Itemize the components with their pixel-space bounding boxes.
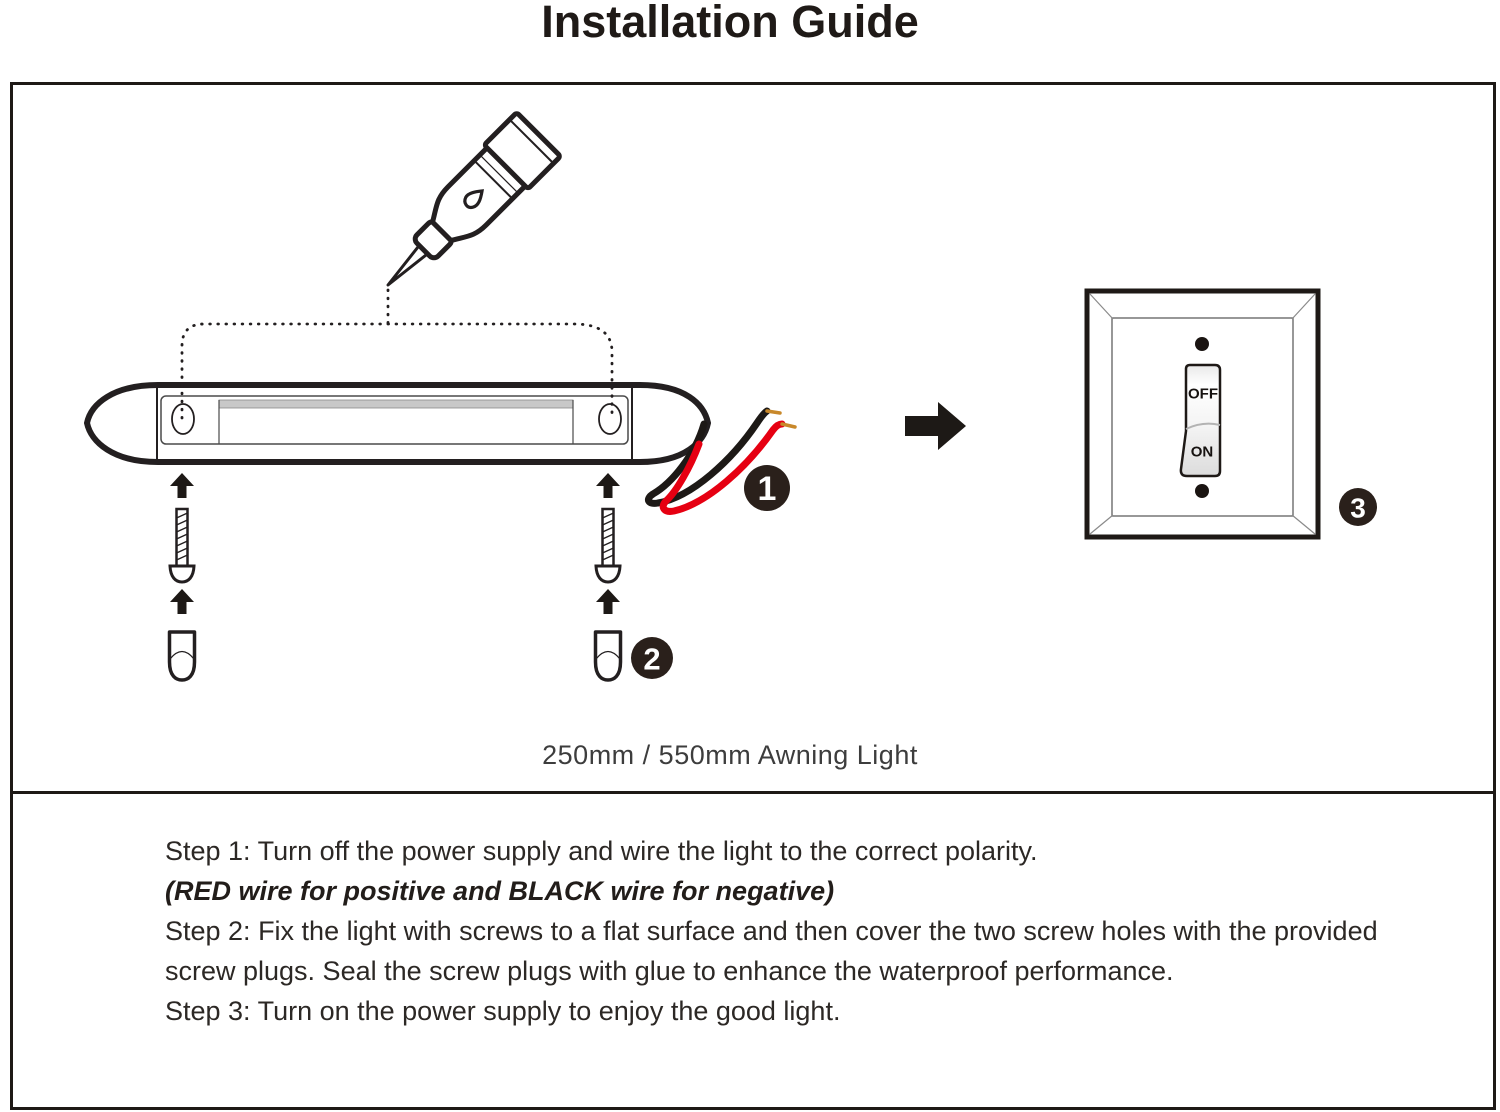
- step-3-text: Step 3: Turn on the power supply to enjoy the good light.: [165, 996, 841, 1026]
- plate-screw-top: [1195, 337, 1209, 351]
- awning-light-fixture: [87, 385, 708, 462]
- step-2-text: Step 2: Fix the light with screws to a flat surface and then cover the two screw holes with the provided screw plugs. Seal the screw plugs with glue to enhance the waterproof performance.: [165, 916, 1378, 986]
- glue-bottle-icon: [366, 112, 560, 306]
- screw-plug-icon: [596, 632, 621, 680]
- badge-2-number: 2: [643, 641, 661, 677]
- switch-on-label: ON: [1190, 443, 1214, 461]
- steps-panel: [165, 831, 1380, 1031]
- up-arrow-icon: [596, 589, 620, 614]
- up-arrow-icon: [596, 473, 620, 498]
- wall-switch: [1087, 291, 1318, 537]
- right-screw-assembly: [596, 473, 621, 680]
- badge-3-number: 3: [1350, 492, 1366, 524]
- screw-icon: [596, 509, 620, 582]
- switch-off-label: OFF: [1188, 385, 1218, 403]
- black-wire-tip: [767, 411, 780, 413]
- right-arrow-icon: [905, 402, 966, 450]
- product-caption: 250mm / 550mm Awning Light: [542, 740, 918, 770]
- screw-icon: [170, 509, 194, 582]
- page-title: Installation Guide: [541, 0, 919, 47]
- left-screw-assembly: [170, 473, 195, 680]
- step-1-text: Step 1: Turn off the power supply and wire the light to the correct polarity.: [165, 836, 1038, 866]
- up-arrow-icon: [170, 473, 194, 498]
- step-badge-2: [631, 637, 673, 679]
- plate-screw-bottom: [1195, 484, 1209, 498]
- polarity-note-text: (RED wire for positive and BLACK wire for negative): [165, 876, 835, 906]
- led-lens-strip: [219, 400, 573, 408]
- screw-plug-icon: [170, 632, 195, 680]
- step-badge-3: [1339, 488, 1377, 526]
- step-badge-1: [744, 465, 790, 511]
- badge-1-number: 1: [757, 470, 777, 508]
- screw-hole-right: [599, 404, 621, 434]
- up-arrow-icon: [170, 589, 194, 614]
